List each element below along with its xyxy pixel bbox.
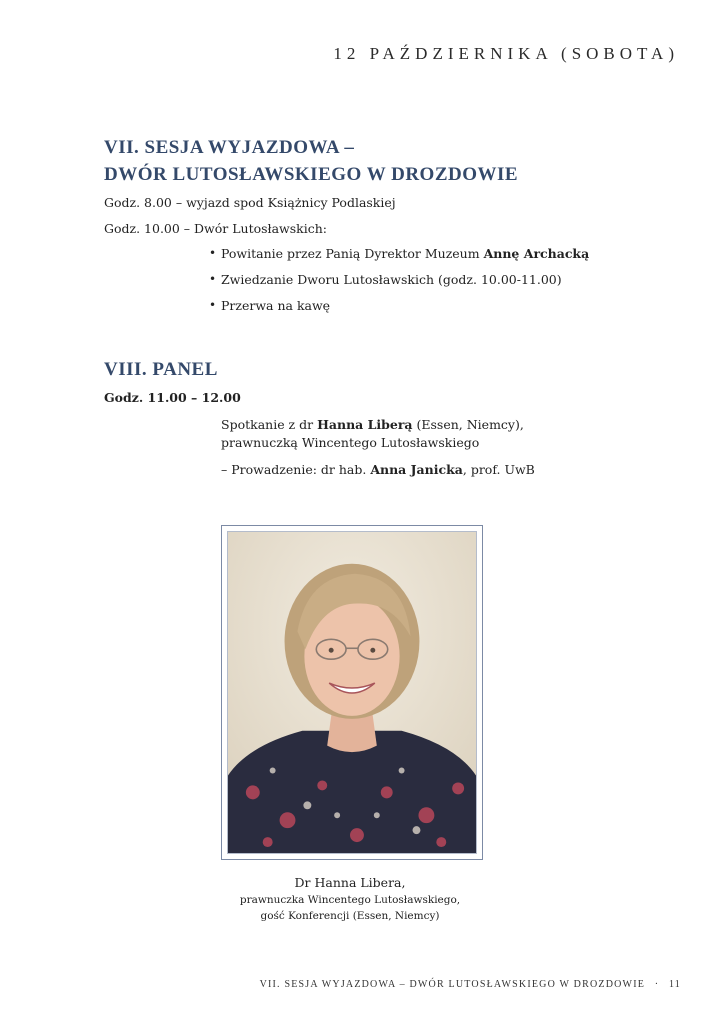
session-8-time: Godz. 11.00 – 12.00	[104, 390, 241, 405]
session-8-title: VIII. PANEL	[104, 359, 218, 380]
session-8-guest-relation: prawnuczką Wincentego Lutosławskiego	[221, 435, 480, 450]
page-footer	[260, 979, 681, 990]
moderator-name: Anna Janicka	[370, 462, 463, 477]
session-7-agenda-list	[207, 245, 589, 323]
portrait-frame	[221, 525, 483, 860]
meeting-post: (Essen, Niemcy),	[412, 417, 524, 432]
session-7-title-line2: DWÓR LUTOSŁAWSKIEGO W DROZDOWIE	[104, 164, 519, 185]
photo-caption-name: Dr Hanna Libera,	[294, 875, 406, 890]
portrait-illustration	[228, 532, 476, 853]
session-7-title-line1: VII. SESJA WYJAZDOWA –	[104, 137, 355, 158]
session-8-meeting-line	[221, 416, 524, 433]
photo-caption-relation: prawnuczka Wincentego Lutosławskiego,	[239, 894, 461, 906]
agenda-item-text: Zwiedzanie Dworu Lutosławskich (godz. 10.00-11.00)	[221, 272, 562, 287]
agenda-item-bold: Annę Archacką	[483, 246, 590, 261]
session-7-manor-time: Godz. 10.00 – Dwór Lutosławskich:	[104, 221, 327, 236]
list-item	[207, 245, 589, 271]
bullet-icon: •	[209, 272, 217, 286]
session-7-departure: Godz. 8.00 – wyjazd spod Książnicy Podlaskiej	[104, 195, 396, 210]
moderator-post: , prof. UwB	[462, 462, 535, 477]
footer-section-title: VII. SESJA WYJAZDOWA – DWÓR LUTOSŁAWSKIEGO W DROZDOWIE	[259, 979, 646, 990]
footer-separator: ·	[654, 979, 660, 990]
moderator-pre: – Prowadzenie: dr hab.	[221, 462, 371, 477]
list-item	[207, 297, 589, 323]
portrait-photo	[227, 531, 477, 854]
bullet-icon: •	[209, 246, 217, 260]
agenda-item-text: Przerwa na kawę	[221, 298, 331, 313]
list-item	[207, 271, 589, 297]
agenda-item-text: Powitanie przez Panią Dyrektor Muzeum	[221, 246, 484, 261]
meeting-guest-name: Hanna Liberą	[317, 417, 413, 432]
session-8-moderator-line	[221, 461, 535, 478]
bullet-icon: •	[209, 298, 217, 312]
session-7-title	[104, 134, 518, 188]
page-header-date: 12 PAŹDZIERNIKA (SOBOTA)	[333, 44, 679, 63]
page-number: 11	[668, 979, 681, 990]
photo-caption-guest: gość Konferencji (Essen, Niemcy)	[260, 910, 440, 922]
meeting-pre: Spotkanie z dr	[221, 417, 318, 432]
